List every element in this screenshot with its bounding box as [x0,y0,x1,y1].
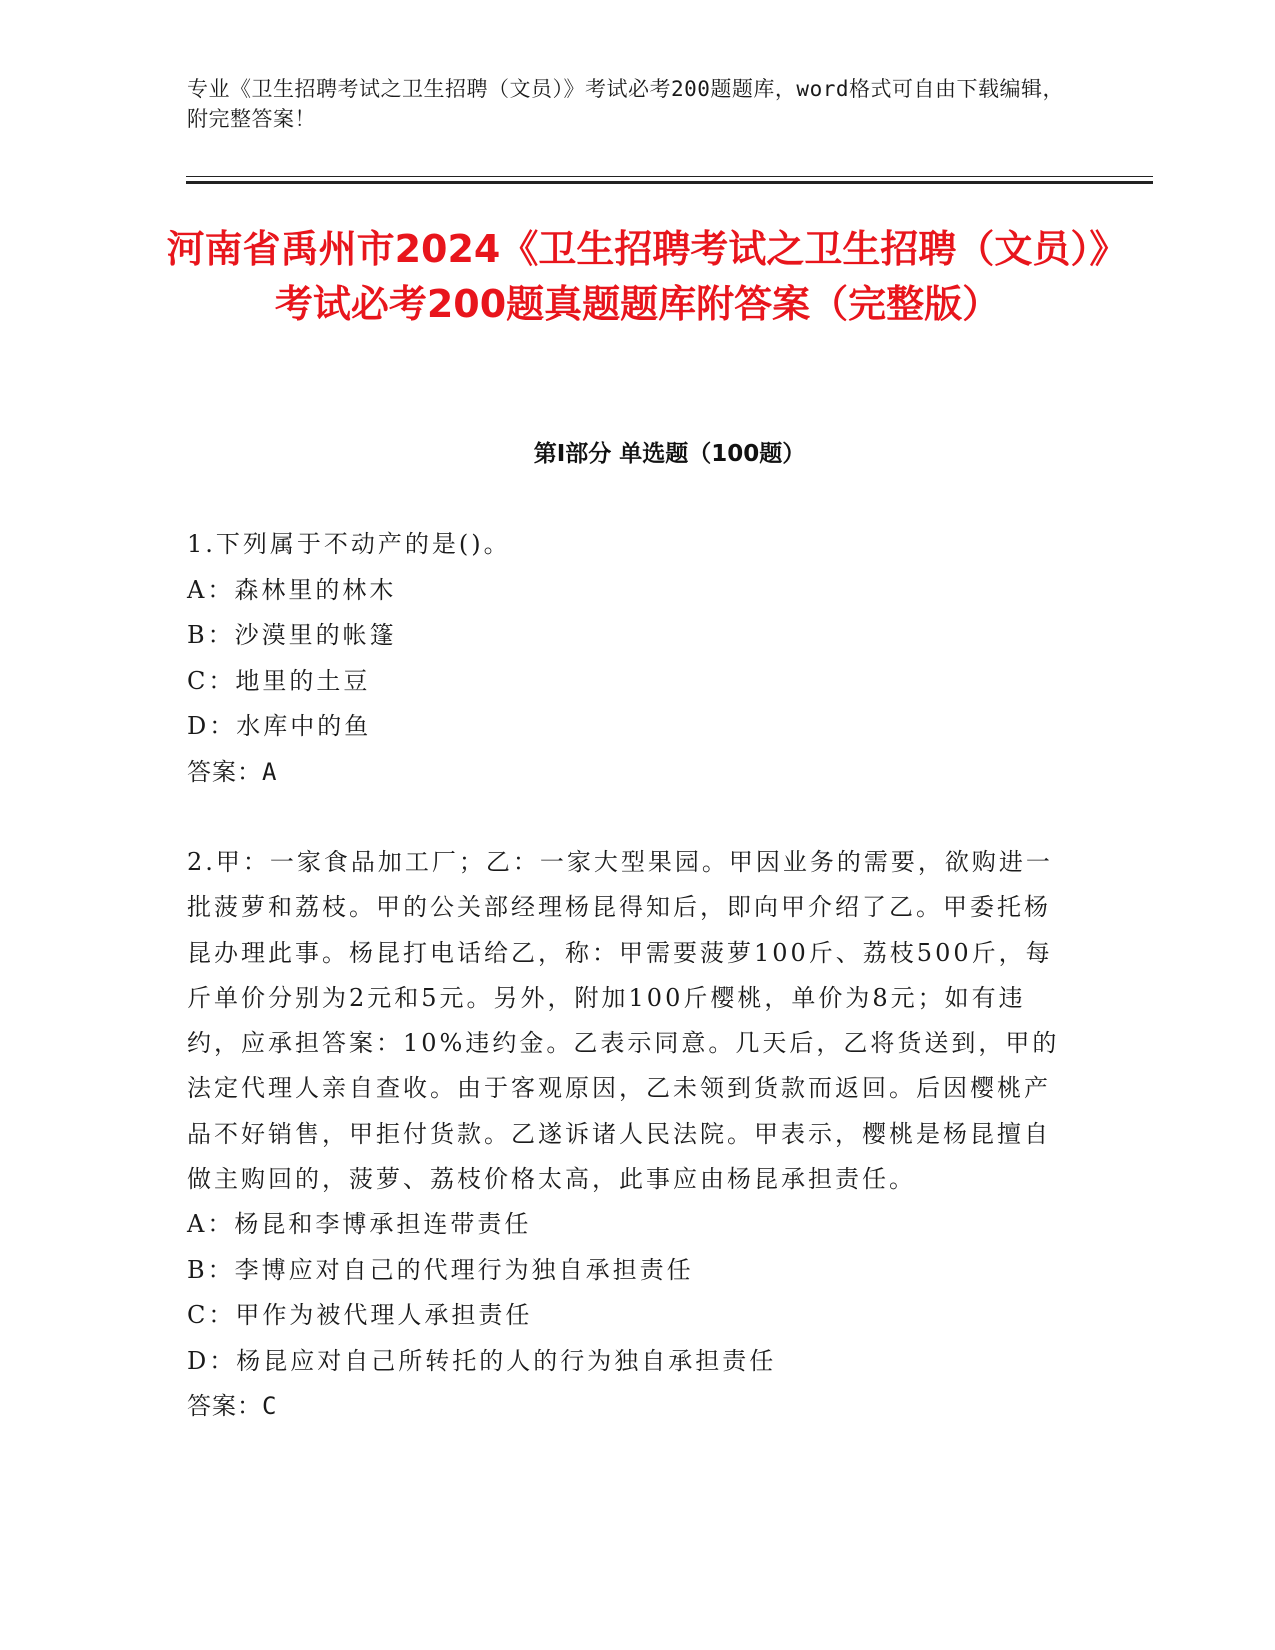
document-title: 河南省禹州市2024《卫生招聘考试之卫生招聘（文员）》考试必考200题真题题库附答案（完整版） [166,227,1109,326]
answer: 答案：C [187,1392,278,1421]
option-b: B：沙漠里的帐篷 [187,621,397,649]
option-d: D：杨昆应对自己所转托的人的行为独自承担责任 [187,1346,777,1375]
option-c: C：地里的土豆 [187,666,371,695]
answer: 答案：A [187,757,278,786]
question-2 [187,840,1067,1430]
option-c: C：甲作为被代理人承担责任 [187,1301,533,1330]
header-divider-thick [186,181,1153,184]
option-a: A：森林里的林木 [187,575,397,604]
section-heading: 第Ⅰ部分 单选题（100题） [533,441,806,467]
header-divider-thin [186,176,1153,177]
header-note: 专业《卫生招聘考试之卫生招聘（文员）》考试必考200题题库，word格式可自由下载编辑，附完整答案！ [187,77,1064,131]
question-stem: 2.甲：一家食品加工厂；乙：一家大型果园。甲因业务的需要，欲购进一批菠萝和荔枝。甲的公关部经理杨昆得知后，即向甲介绍了乙。甲委托杨昆办理此事。杨昆打电话给乙，称：甲需要菠萝100斤、荔枝500斤，每斤单价分别为2元和5元。另外，附加100斤樱桃，单价为8元；如有违约，应承担答案：10%违约金。乙表示同意。几天后，乙将货送到，甲的法定代理人亲自查收。由于客观原因，乙未领到货款而返回。后因樱桃产品不好销售，甲拒付货款。乙遂诉诸人民法院。甲表示，樱桃是杨昆擅自做主购回的，菠萝、荔枝价格太高，此事应由杨昆承担责任。 [187,848,1060,1194]
option-d: D：水库中的鱼 [187,712,372,740]
option-a: A：杨昆和李博承担连带责任 [187,1210,532,1239]
question-stem: 1.下列属于不动产的是()。 [187,530,511,558]
question-1 [187,522,1067,795]
option-b: B：李博应对自己的代理行为独自承担责任 [187,1255,694,1284]
